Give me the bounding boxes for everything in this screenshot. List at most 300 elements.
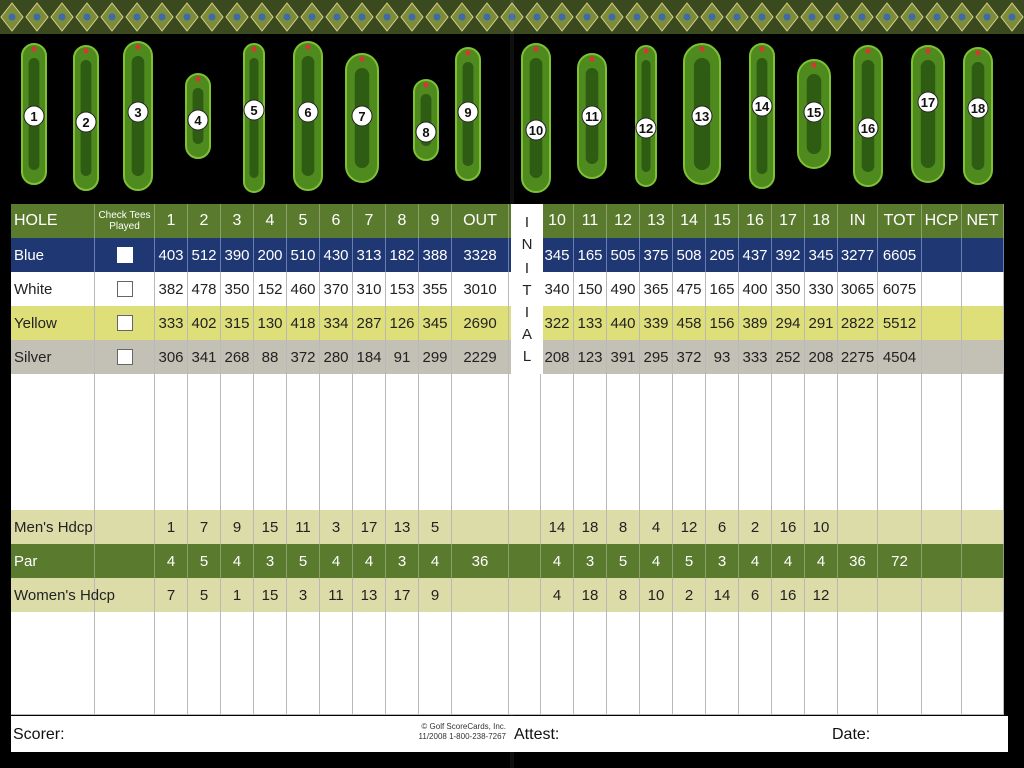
score-entry-cell[interactable] — [673, 374, 706, 408]
score-entry-cell[interactable] — [922, 442, 962, 476]
score-entry-cell[interactable] — [772, 476, 805, 510]
score-entry-cell — [509, 442, 541, 476]
score-entry-cell[interactable] — [739, 646, 772, 680]
score-entry-cell[interactable] — [419, 442, 452, 476]
score-entry-cell[interactable] — [386, 612, 419, 646]
score-entry-cell[interactable] — [320, 612, 353, 646]
score-entry-cell[interactable] — [541, 646, 574, 680]
value-cell: 5 — [607, 544, 640, 578]
score-entry-cell[interactable] — [155, 374, 188, 408]
score-entry-cell[interactable] — [739, 408, 772, 442]
value-cell: 5 — [188, 544, 221, 578]
score-entry-cell[interactable] — [188, 646, 221, 680]
score-entry-cell[interactable] — [962, 442, 1004, 476]
score-entry-cell[interactable] — [452, 442, 509, 476]
yardage-cell: 341 — [188, 340, 221, 374]
score-entry-cell[interactable] — [221, 612, 254, 646]
score-entry-cell[interactable] — [221, 646, 254, 680]
net-cell — [962, 238, 1004, 272]
score-entry-cell[interactable] — [574, 408, 607, 442]
score-entry-cell[interactable] — [386, 442, 419, 476]
score-entry-cell[interactable] — [922, 612, 962, 646]
out-cell — [452, 510, 509, 544]
value-cell: 16 — [772, 510, 805, 544]
score-entry-cell[interactable] — [838, 680, 878, 714]
score-entry-cell[interactable] — [155, 612, 188, 646]
in-cell — [838, 510, 878, 544]
empty-cell — [509, 544, 541, 578]
out-yardage: 2229 — [452, 340, 509, 374]
hole-14-layout — [750, 44, 774, 188]
hole-number-header: 7 — [353, 204, 386, 238]
score-entry-cell[interactable] — [706, 408, 739, 442]
value-cell: 15 — [254, 578, 287, 612]
yardage-cell: 123 — [574, 340, 607, 374]
tee-checkbox-cell — [95, 306, 155, 340]
score-entry-cell[interactable] — [11, 408, 95, 442]
score-entry-cell[interactable] — [353, 646, 386, 680]
hcp-cell — [922, 544, 962, 578]
score-entry-cell[interactable] — [188, 442, 221, 476]
score-entry-cell[interactable] — [221, 374, 254, 408]
player-score-row — [11, 680, 1004, 715]
value-cell: 8 — [607, 510, 640, 544]
score-entry-cell[interactable] — [878, 646, 922, 680]
yardage-cell: 322 — [541, 306, 574, 340]
score-entry-cell[interactable] — [188, 374, 221, 408]
score-entry-cell[interactable] — [320, 680, 353, 714]
value-cell: 3 — [320, 510, 353, 544]
hole-15-layout — [798, 60, 830, 168]
hole-number-label: 15 — [806, 105, 822, 120]
score-entry-cell[interactable] — [254, 476, 287, 510]
yardage-cell: 156 — [706, 306, 739, 340]
date-label: Date: — [832, 726, 871, 743]
value-cell: 17 — [353, 510, 386, 544]
score-entry-cell — [509, 646, 541, 680]
score-entry-cell[interactable] — [922, 374, 962, 408]
score-entry-cell[interactable] — [419, 646, 452, 680]
score-entry-cell[interactable] — [254, 680, 287, 714]
tee-name: Blue — [11, 238, 95, 272]
net-cell — [962, 272, 1004, 306]
score-entry-cell[interactable] — [155, 680, 188, 714]
yardage-cell: 152 — [254, 272, 287, 306]
score-entry-cell[interactable] — [95, 442, 155, 476]
score-entry-cell[interactable] — [878, 612, 922, 646]
yardage-cell: 418 — [287, 306, 320, 340]
score-entry-cell[interactable] — [772, 612, 805, 646]
score-entry-cell[interactable] — [320, 374, 353, 408]
score-entry-cell[interactable] — [640, 680, 673, 714]
score-entry-cell[interactable] — [452, 408, 509, 442]
hole-number-label: 10 — [528, 123, 544, 138]
played-text: Played — [109, 221, 140, 232]
net-header: NET — [962, 204, 1004, 238]
score-entry-cell[interactable] — [386, 476, 419, 510]
value-cell: 4 — [155, 544, 188, 578]
score-entry-cell[interactable] — [878, 680, 922, 714]
yardage-cell: 345 — [541, 238, 574, 272]
score-entry-cell[interactable] — [607, 374, 640, 408]
score-entry-cell[interactable] — [254, 374, 287, 408]
score-entry-cell[interactable] — [221, 408, 254, 442]
score-entry-cell[interactable] — [221, 680, 254, 714]
hole-13-layout — [684, 44, 720, 184]
yardage-cell: 252 — [772, 340, 805, 374]
hole-17-layout — [912, 46, 944, 182]
score-entry-cell[interactable] — [878, 408, 922, 442]
score-entry-cell[interactable] — [739, 612, 772, 646]
score-entry-cell[interactable] — [962, 612, 1004, 646]
value-cell: 17 — [386, 578, 419, 612]
score-entry-cell[interactable] — [353, 680, 386, 714]
score-entry-cell[interactable] — [838, 476, 878, 510]
score-entry-cell[interactable] — [452, 646, 509, 680]
score-entry-cell[interactable] — [838, 374, 878, 408]
score-entry-cell[interactable] — [922, 680, 962, 714]
score-entry-cell[interactable] — [574, 646, 607, 680]
hole-1-layout — [22, 44, 46, 184]
yardage-cell: 403 — [155, 238, 188, 272]
score-entry-cell[interactable] — [419, 612, 452, 646]
value-cell: 3 — [574, 544, 607, 578]
score-entry-cell[interactable] — [607, 646, 640, 680]
yardage-cell: 400 — [739, 272, 772, 306]
score-entry-cell[interactable] — [452, 476, 509, 510]
value-cell: 13 — [353, 578, 386, 612]
hole-number-header: 3 — [221, 204, 254, 238]
score-entry-cell[interactable] — [95, 408, 155, 442]
value-cell: 4 — [640, 510, 673, 544]
score-entry-cell[interactable] — [805, 612, 838, 646]
score-entry-cell[interactable] — [11, 612, 95, 646]
tee-checkbox-cell — [95, 272, 155, 306]
score-entry-cell[interactable] — [574, 442, 607, 476]
score-entry-cell[interactable] — [772, 680, 805, 714]
score-entry-cell[interactable] — [805, 680, 838, 714]
score-entry-cell[interactable] — [386, 408, 419, 442]
score-entry-cell[interactable] — [541, 612, 574, 646]
score-entry-cell[interactable] — [574, 612, 607, 646]
score-entry-cell[interactable] — [95, 374, 155, 408]
score-entry-cell[interactable] — [640, 612, 673, 646]
score-entry-cell[interactable] — [386, 646, 419, 680]
out-yardage: 3328 — [452, 238, 509, 272]
score-entry-cell[interactable] — [95, 680, 155, 714]
score-entry-cell[interactable] — [221, 442, 254, 476]
score-entry-cell[interactable] — [188, 408, 221, 442]
score-entry-cell[interactable] — [287, 612, 320, 646]
score-entry-cell[interactable] — [739, 374, 772, 408]
score-entry-cell[interactable] — [805, 442, 838, 476]
score-entry-cell[interactable] — [353, 612, 386, 646]
yardage-cell: 475 — [673, 272, 706, 306]
total-yardage: 5512 — [878, 306, 922, 340]
score-entry-cell[interactable] — [607, 680, 640, 714]
yardage-cell: 126 — [386, 306, 419, 340]
score-entry-cell[interactable] — [739, 680, 772, 714]
score-entry-cell[interactable] — [95, 612, 155, 646]
score-entry-cell[interactable] — [419, 476, 452, 510]
check-tees-header — [95, 204, 155, 238]
hole-number-header: 2 — [188, 204, 221, 238]
score-entry-cell[interactable] — [673, 680, 706, 714]
score-entry-cell[interactable] — [962, 646, 1004, 680]
score-entry-cell[interactable] — [772, 374, 805, 408]
score-entry-cell[interactable] — [922, 646, 962, 680]
score-entry-cell[interactable] — [419, 680, 452, 714]
score-entry-cell[interactable] — [640, 442, 673, 476]
score-entry-cell[interactable] — [574, 680, 607, 714]
yardage-cell: 333 — [739, 340, 772, 374]
score-entry-cell[interactable] — [673, 408, 706, 442]
score-entry-cell[interactable] — [452, 374, 509, 408]
score-entry-cell[interactable] — [706, 374, 739, 408]
score-entry-cell[interactable] — [11, 442, 95, 476]
score-entry-cell[interactable] — [706, 612, 739, 646]
yardage-cell: 150 — [574, 272, 607, 306]
score-entry-cell — [509, 680, 541, 714]
score-entry-cell[interactable] — [805, 646, 838, 680]
yardage-cell: 437 — [739, 238, 772, 272]
score-entry-cell[interactable] — [838, 442, 878, 476]
score-entry-cell[interactable] — [574, 476, 607, 510]
score-entry-cell[interactable] — [541, 408, 574, 442]
score-entry-cell[interactable] — [922, 408, 962, 442]
player-score-row — [11, 476, 1004, 511]
hole-number-header: 15 — [706, 204, 739, 238]
out-cell — [452, 578, 509, 612]
score-entry-cell[interactable] — [95, 646, 155, 680]
yardage-cell: 388 — [419, 238, 452, 272]
hole-number-header: 12 — [607, 204, 640, 238]
value-cell: 4 — [772, 544, 805, 578]
value-cell: 13 — [386, 510, 419, 544]
score-entry-cell[interactable] — [922, 476, 962, 510]
score-entry-cell[interactable] — [287, 680, 320, 714]
score-entry-cell[interactable] — [188, 680, 221, 714]
score-entry-cell — [509, 612, 541, 646]
row-label: Par — [11, 544, 95, 578]
hole-6-layout — [294, 42, 322, 190]
score-entry-cell[interactable] — [320, 476, 353, 510]
hole-number-header: 5 — [287, 204, 320, 238]
score-entry-cell[interactable] — [838, 646, 878, 680]
hole-number-header: 10 — [541, 204, 574, 238]
score-entry-cell[interactable] — [386, 374, 419, 408]
yardage-cell: 390 — [221, 238, 254, 272]
score-entry-cell[interactable] — [838, 408, 878, 442]
total-cell — [878, 578, 922, 612]
hole-number-header: 16 — [739, 204, 772, 238]
score-entry-cell[interactable] — [962, 374, 1004, 408]
score-entry-cell[interactable] — [772, 442, 805, 476]
tee-row-white — [11, 272, 1004, 307]
score-entry-cell[interactable] — [706, 680, 739, 714]
score-entry-cell[interactable] — [607, 442, 640, 476]
value-cell: 5 — [188, 578, 221, 612]
score-entry-cell[interactable] — [962, 476, 1004, 510]
value-cell: 4 — [805, 544, 838, 578]
score-entry-cell[interactable] — [640, 408, 673, 442]
score-entry-cell[interactable] — [188, 612, 221, 646]
score-entry-cell[interactable] — [739, 442, 772, 476]
value-cell: 9 — [419, 578, 452, 612]
initial-letter: I — [524, 304, 530, 321]
score-entry-cell[interactable] — [221, 476, 254, 510]
score-entry-cell[interactable] — [386, 680, 419, 714]
hole-12-layout — [636, 46, 656, 186]
score-entry-cell[interactable] — [155, 442, 188, 476]
score-entry-cell[interactable] — [188, 476, 221, 510]
score-entry-cell[interactable] — [640, 476, 673, 510]
score-entry-cell[interactable] — [287, 442, 320, 476]
score-entry-cell[interactable] — [287, 408, 320, 442]
score-entry-cell[interactable] — [541, 442, 574, 476]
hole-16-layout — [854, 46, 882, 186]
tee-checkbox[interactable] — [117, 247, 133, 263]
hole-number-header: 13 — [640, 204, 673, 238]
score-entry-cell[interactable] — [353, 442, 386, 476]
tee-checkbox[interactable] — [117, 315, 133, 331]
score-entry-cell[interactable] — [772, 646, 805, 680]
total-header: TOT — [878, 204, 922, 238]
initial-letter: L — [522, 348, 532, 365]
hole-8-layout — [414, 80, 438, 160]
score-entry-cell[interactable] — [962, 408, 1004, 442]
initial-letter: A — [521, 326, 532, 343]
yardage-cell: 313 — [353, 238, 386, 272]
score-entry-cell[interactable] — [353, 476, 386, 510]
score-entry-cell[interactable] — [11, 476, 95, 510]
value-cell: 5 — [419, 510, 452, 544]
value-cell: 3 — [254, 544, 287, 578]
in-yardage: 2275 — [838, 340, 878, 374]
score-entry-cell[interactable] — [805, 476, 838, 510]
hole-number-label: 2 — [82, 115, 90, 130]
score-entry-cell[interactable] — [452, 680, 509, 714]
score-entry-cell[interactable] — [11, 646, 95, 680]
score-entry-cell[interactable] — [541, 374, 574, 408]
yardage-cell: 372 — [287, 340, 320, 374]
score-entry-cell[interactable] — [419, 408, 452, 442]
score-entry-cell[interactable] — [607, 612, 640, 646]
score-entry-cell[interactable] — [155, 646, 188, 680]
score-entry-cell[interactable] — [11, 680, 95, 714]
tee-checkbox[interactable] — [117, 349, 133, 365]
in-cell — [838, 578, 878, 612]
score-entry-cell[interactable] — [673, 476, 706, 510]
score-entry-cell[interactable] — [541, 476, 574, 510]
score-entry-cell[interactable] — [95, 476, 155, 510]
score-entry-cell[interactable] — [878, 374, 922, 408]
score-entry-cell[interactable] — [673, 646, 706, 680]
value-cell: 10 — [805, 510, 838, 544]
score-entry-cell[interactable] — [673, 612, 706, 646]
value-cell: 7 — [188, 510, 221, 544]
score-entry-cell[interactable] — [452, 612, 509, 646]
value-cell: 4 — [320, 544, 353, 578]
score-entry-cell[interactable] — [155, 476, 188, 510]
score-entry-cell[interactable] — [287, 374, 320, 408]
score-entry-cell[interactable] — [772, 408, 805, 442]
hole-number-label: 16 — [860, 121, 876, 136]
score-entry-cell[interactable] — [541, 680, 574, 714]
score-entry-cell[interactable] — [673, 442, 706, 476]
score-entry-cell[interactable] — [320, 408, 353, 442]
yardage-cell: 93 — [706, 340, 739, 374]
empty-cell — [509, 510, 541, 544]
score-entry-cell[interactable] — [805, 408, 838, 442]
score-entry-cell[interactable] — [320, 442, 353, 476]
value-cell: 6 — [739, 578, 772, 612]
score-entry-cell[interactable] — [254, 442, 287, 476]
score-entry-cell[interactable] — [706, 442, 739, 476]
in-yardage: 3065 — [838, 272, 878, 306]
score-entry-cell[interactable] — [838, 612, 878, 646]
score-entry-cell[interactable] — [607, 408, 640, 442]
in-yardage: 3277 — [838, 238, 878, 272]
score-entry-cell[interactable] — [353, 374, 386, 408]
yardage-cell: 365 — [640, 272, 673, 306]
tee-name: White — [11, 272, 95, 306]
score-entry-cell[interactable] — [254, 408, 287, 442]
score-entry-cell[interactable] — [607, 476, 640, 510]
value-cell: 3 — [386, 544, 419, 578]
par-row — [11, 544, 1004, 579]
yardage-cell: 505 — [607, 238, 640, 272]
tee-row-blue — [11, 238, 1004, 273]
score-entry-cell[interactable] — [640, 374, 673, 408]
hcp-cell — [922, 238, 962, 272]
score-entry-cell[interactable] — [640, 646, 673, 680]
score-entry-cell[interactable] — [878, 442, 922, 476]
score-entry-cell[interactable] — [287, 646, 320, 680]
value-cell: 3 — [287, 578, 320, 612]
yardage-cell: 295 — [640, 340, 673, 374]
score-entry-cell[interactable] — [287, 476, 320, 510]
score-entry-cell[interactable] — [878, 476, 922, 510]
yardage-cell: 268 — [221, 340, 254, 374]
score-entry-cell[interactable] — [574, 374, 607, 408]
check-tees-text: Check Tees — [98, 210, 151, 221]
score-entry-cell[interactable] — [11, 374, 95, 408]
score-entry-cell[interactable] — [353, 408, 386, 442]
hole-number-label: 7 — [358, 109, 366, 124]
score-entry-cell[interactable] — [706, 476, 739, 510]
yardage-cell: 458 — [673, 306, 706, 340]
score-entry-cell[interactable] — [155, 408, 188, 442]
value-cell: 4 — [739, 544, 772, 578]
net-cell — [962, 578, 1004, 612]
value-cell: 11 — [320, 578, 353, 612]
yardage-cell: 205 — [706, 238, 739, 272]
player-score-row — [11, 646, 1004, 681]
value-cell: 4 — [541, 578, 574, 612]
score-entry-cell[interactable] — [320, 646, 353, 680]
yardage-cell: 330 — [805, 272, 838, 306]
score-entry-cell[interactable] — [962, 680, 1004, 714]
tee-checkbox[interactable] — [117, 281, 133, 297]
row-label: Women's Hdcp — [11, 578, 95, 612]
score-entry-cell[interactable] — [419, 374, 452, 408]
score-entry-cell[interactable] — [739, 476, 772, 510]
score-entry-cell[interactable] — [706, 646, 739, 680]
score-entry-cell[interactable] — [254, 646, 287, 680]
score-entry-cell[interactable] — [254, 612, 287, 646]
score-entry-cell[interactable] — [805, 374, 838, 408]
